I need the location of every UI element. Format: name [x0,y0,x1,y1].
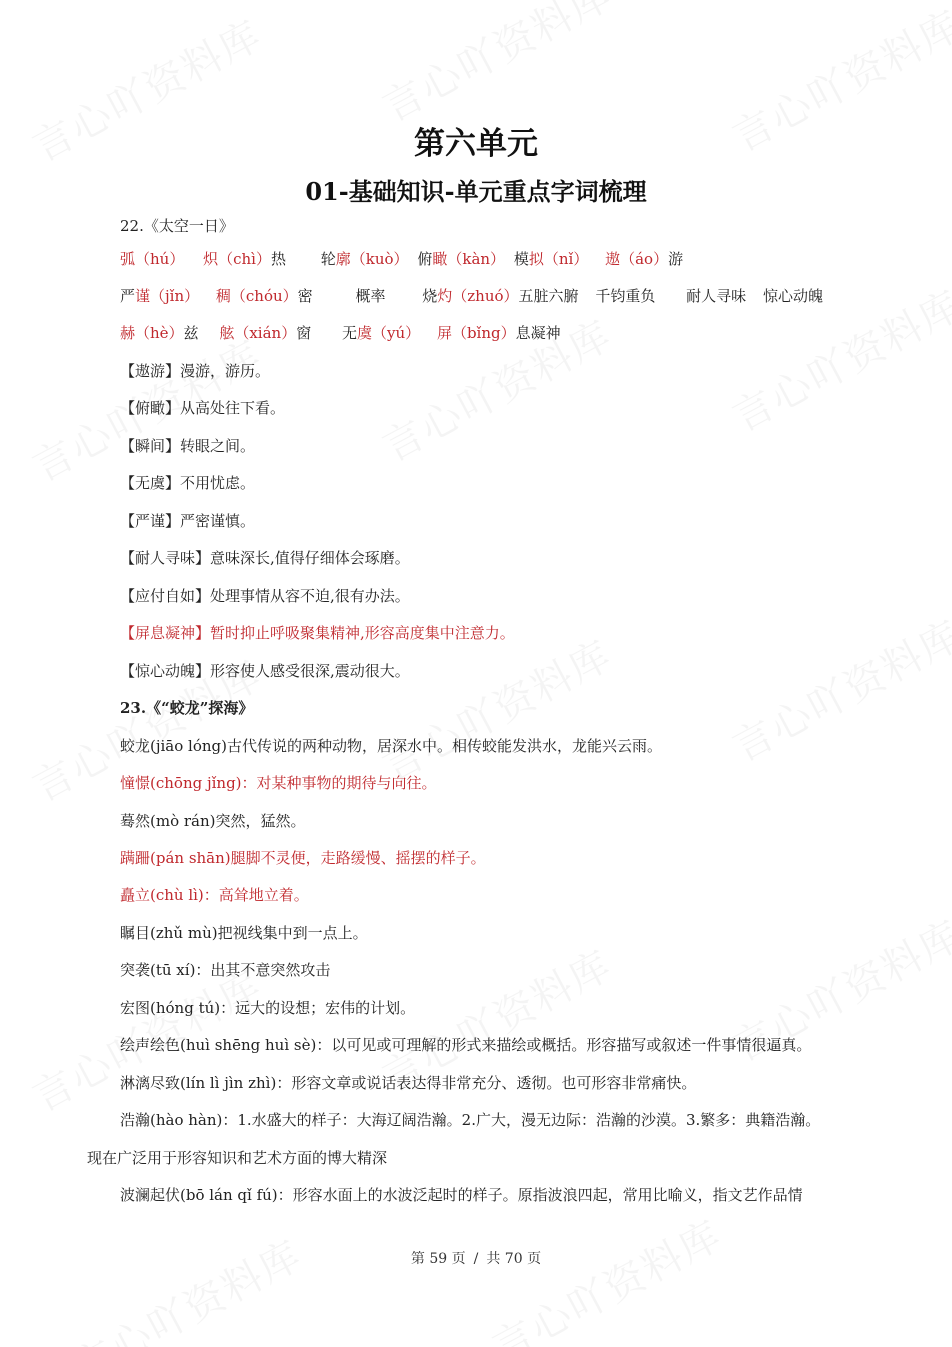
vocab-char: 虞（yú） [357,324,421,342]
vocab-char: 轮 [320,250,336,268]
vocab-char: 密 [297,287,313,305]
watermark-text [481,1204,730,1347]
definition-line: 【无虞】不用忧虑。 [120,474,256,492]
vocab-char: 耐人寻味 [686,287,747,305]
vocab-char: 兹 [183,324,199,342]
vocab-char: 赫（hè） [120,324,184,342]
watermark-text [61,1224,310,1347]
definition-line-highlight: 憧憬(chōng jǐng)：对某种事物的期待与向往。 [120,774,437,792]
definition-line-highlight: 矗立(chù lì)：高耸地立着。 [120,886,309,904]
definition-line: 蓦然(mò rán)突然，猛然。 [120,812,306,830]
definition-line: 宏图(hóng tú)：远大的设想；宏伟的计划。 [120,999,416,1017]
watermark-text [371,0,620,133]
page-separator: / [473,1251,479,1267]
definition-line: 【严谨】严密谨慎。 [120,512,256,530]
unit-title: 第六单元 [414,126,538,162]
definition-line: 绘声绘色(huì shēng huì sè)：以可见或可理解的形式来描绘或概括。形容描写或叙述一件事情很逼真。 [120,1036,812,1054]
definition-line: 蛟龙(jiāo lóng)古代传说的两种动物，居深水中。相传蛟能发洪水，龙能兴云雨。 [120,737,662,755]
vocab-char: 模 [513,250,529,268]
vocab-char: 严 [120,287,136,305]
vocab-char: 炽（chì） [203,250,271,268]
page-number: 第 59 页 [410,1251,466,1267]
definition-line: 【瞬间】转眼之间。 [120,437,256,455]
vocab-char: 无 [342,324,358,342]
vocab-char: 烧 [422,287,438,305]
vocab-char: 俯 [417,250,433,268]
definition-line: 【应付自如】处理事情从容不迫,很有办法。 [120,587,410,605]
vocab-char: 惊心动魄 [762,287,823,305]
vocab-char: 弧（hú） [120,250,185,268]
definition-line-highlight: 【屏息凝神】暂时抑止呼吸聚集精神,形容高度集中注意力。 [120,624,515,642]
section-heading: 22.《太空一日》 [120,217,234,235]
vocab-char: 息凝神 [515,324,561,342]
vocab-char: 灼（zhuó） [437,287,519,305]
vocab-row [120,286,823,306]
vocab-char: 遨（áo） [605,250,669,268]
definition-line: 浩瀚(hào hàn)：1.水盛大的样子：大海辽阔浩瀚。2.广大，漫无边际：浩瀚的沙漠。3.繁多：典籍浩瀚。 [120,1111,821,1129]
vocab-char: 屏（bǐng） [436,324,516,342]
definition-line: 突袭(tū xí)：出其不意突然攻击 [120,961,331,979]
vocab-row [120,323,561,343]
vocab-char: 游 [668,250,684,268]
definition-line: 【遨游】漫游，游历。 [120,362,271,380]
definition-line-highlight: 蹒跚(pán shān)腿脚不灵便，走路缓慢、摇摆的样子。 [120,849,486,867]
vocab-char: 舷（xián） [219,324,297,342]
watermark-text [721,604,952,773]
vocab-char: 概率 [355,287,386,305]
vocab-char: 廓（kuò） [335,250,409,268]
vocab-char: 千钧重负 [595,287,656,305]
definition-line: 【惊心动魄】形容使人感受很深,震动很大。 [120,662,410,680]
page-subtitle: 01-基础知识-单元重点字词梳理 [305,177,647,206]
vocab-char: 热 [270,250,286,268]
page-footer [0,1248,952,1268]
definition-line: 【耐人寻味】意味深长,值得仔细体会琢磨。 [120,549,410,567]
vocab-char: 拟（nǐ） [528,250,589,268]
page-total: 共 70 页 [486,1251,542,1267]
section-heading: 23.《“蛟龙”探海》 [120,699,254,717]
vocab-char: 谨（jǐn） [135,287,200,305]
definition-line: 波澜起伏(bō lán qǐ fú)：形容水面上的水波泛起时的样子。原指波浪四起，常用比喻义，指文艺作品情 [120,1186,803,1204]
vocab-row [120,249,683,269]
vocab-char: 稠（chóu） [215,287,298,305]
watermark-text [371,624,620,793]
vocab-char: 五脏六腑 [518,287,579,305]
definition-line-continued: 现在广泛用于形容知识和艺术方面的博大精深 [87,1149,388,1167]
definition-line: 瞩目(zhǔ mù)把视线集中到一点上。 [120,924,368,942]
vocab-char: 瞰（kàn） [432,250,506,268]
definition-line: 淋漓尽致(lín lì jìn zhì)：形容文章或说话表达得非常充分、透彻。也可形容非常痛快。 [120,1074,697,1092]
vocab-char: 窗 [296,324,312,342]
definition-line: 【俯瞰】从高处往下看。 [120,399,286,417]
